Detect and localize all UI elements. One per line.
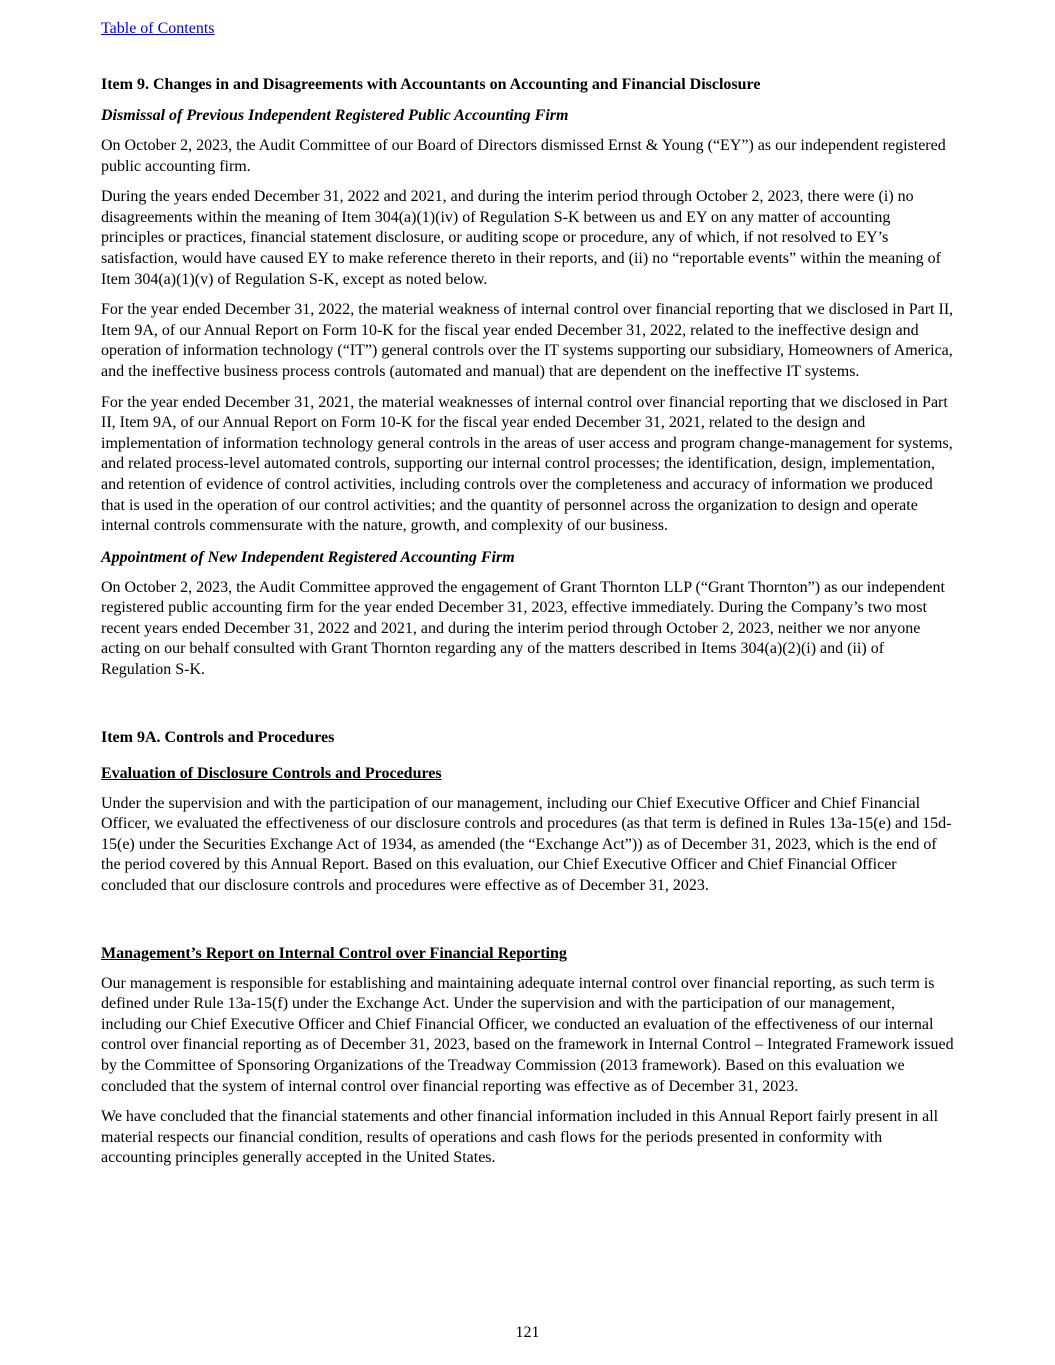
table-of-contents-link[interactable]: Table of Contents — [101, 20, 215, 37]
management-report-paragraph: Our management is responsible for establishing and maintaining adequate internal control over financial reporting, as such term is defined under Rule 13a-15(f) under the Exchange Act. Under the supervision and with the participation of our management, including our Chief Executive Officer and Chief Financial Officer, we conducted an evaluation of the effectiveness of our internal control over financial reporting as of December 31, 2023, based on the framework in Internal Control – Integrated Framework issued by the Committee of Sponsoring Organizations of the Treadway Commission (2013 framework). Based on this evaluation we concluded that the system of internal control over financial reporting was effective as of December 31, 2023. — [101, 974, 954, 1095]
dismissal-paragraph: On October 2, 2023, the Audit Committee of our Board of Directors dismissed Ernst & Young (“EY”) as our independent registered public accounting firm. — [101, 137, 946, 175]
document-page — [101, 18, 955, 1169]
disagreements-paragraph: During the years ended December 31, 2022 and 2021, and during the interim period through October 2, 2023, there were (i) no disagreements within the meaning of Item 304(a)(1)(iv) of Regulation S-K between us and EY on any matter of accounting principles or practices, financial statement disclosure, or auditing scope or procedure, any of which, if not resolved to EY’s satisfaction, would have caused EY to make reference thereto in their reports, and (ii) no “reportable events” within the meaning of Item 304(a)(1)(v) of Regulation S-K, except as noted below. — [101, 188, 941, 288]
dismissal-subheading: Dismissal of Previous Independent Registered Public Accounting Firm — [101, 107, 569, 124]
material-weakness-2021-paragraph: For the year ended December 31, 2021, the material weaknesses of internal control over financial reporting that we disclosed in Part II, Item 9A, of our Annual Report on Form 10-K for the fiscal year ended December 31, 2021, related to the design and implementation of information technology general controls in the areas of user access and program change-management for systems, and related process-level automated controls, supporting our internal control processes; the identification, design, implementation, and retention of evidence of control activities, including controls over the completeness and accuracy of information we produced that is used in the operation of our control activities; and the quantity of personnel across the organization to design and operate internal controls commensurate with the nature, growth, and complexity of our business. — [101, 393, 953, 535]
item-9a-heading: Item 9A. Controls and Procedures — [101, 728, 335, 746]
appointment-subheading: Appointment of New Independent Registered Accounting Firm — [101, 548, 515, 566]
material-weakness-2022-paragraph: For the year ended December 31, 2022, the material weakness of internal control over financial reporting that we disclosed in Part II, Item 9A, of our Annual Report on Form 10-K for the fiscal year ended December 31, 2022, related to the ineffective design and operation of information technology (“IT”) general controls over the IT systems supporting our subsidiary, Homeowners of America, and the ineffective business process controls (automated and manual) that are dependent on the ineffective IT systems. — [101, 301, 954, 380]
evaluation-subheading: Evaluation of Disclosure Controls and Procedures — [101, 764, 442, 782]
page-number: 121 — [515, 1324, 540, 1341]
evaluation-paragraph: Under the supervision and with the participation of our management, including our Chief Executive Officer and Chief Financial Officer, we evaluated the effectiveness of our disclosure controls and procedures (as that term is defined in Rules 13a-15(e) and 15d-15(e) under the Securities Exchange Act of 1934, as amended (the “Exchange Act”)) as of December 31, 2023, which is the end of the period covered by this Annual Report. Based on this evaluation, our Chief Executive Officer and Chief Financial Officer concluded that our disclosure controls and procedures were effective as of December 31, 2023. — [101, 794, 952, 895]
item-9-heading: Item 9. Changes in and Disagreements with Accountants on Accounting and Financial Disclosure — [101, 76, 761, 93]
appointment-paragraph: On October 2, 2023, the Audit Committee approved the engagement of Grant Thornton LLP (“Grant Thornton”) as our independent registered public accounting firm for the year ended December 31, 2023, effective immediately. During the Company’s two most recent years ended December 31, 2022 and 2021, and during the interim period through October 2, 2023, neither we nor anyone acting on our behalf consulted with Grant Thornton regarding any of the matters described in Items 304(a)(2)(i) and (ii) of Regulation S-K. — [101, 578, 945, 679]
management-report-subheading: Management’s Report on Internal Control over Financial Reporting — [101, 944, 567, 962]
conclusion-paragraph: We have concluded that the financial statements and other financial information included in this Annual Report fairly present in all material respects our financial condition, results of operations and cash flows for the periods presented in conformity with accounting principles generally accepted in the United States. — [101, 1108, 939, 1167]
